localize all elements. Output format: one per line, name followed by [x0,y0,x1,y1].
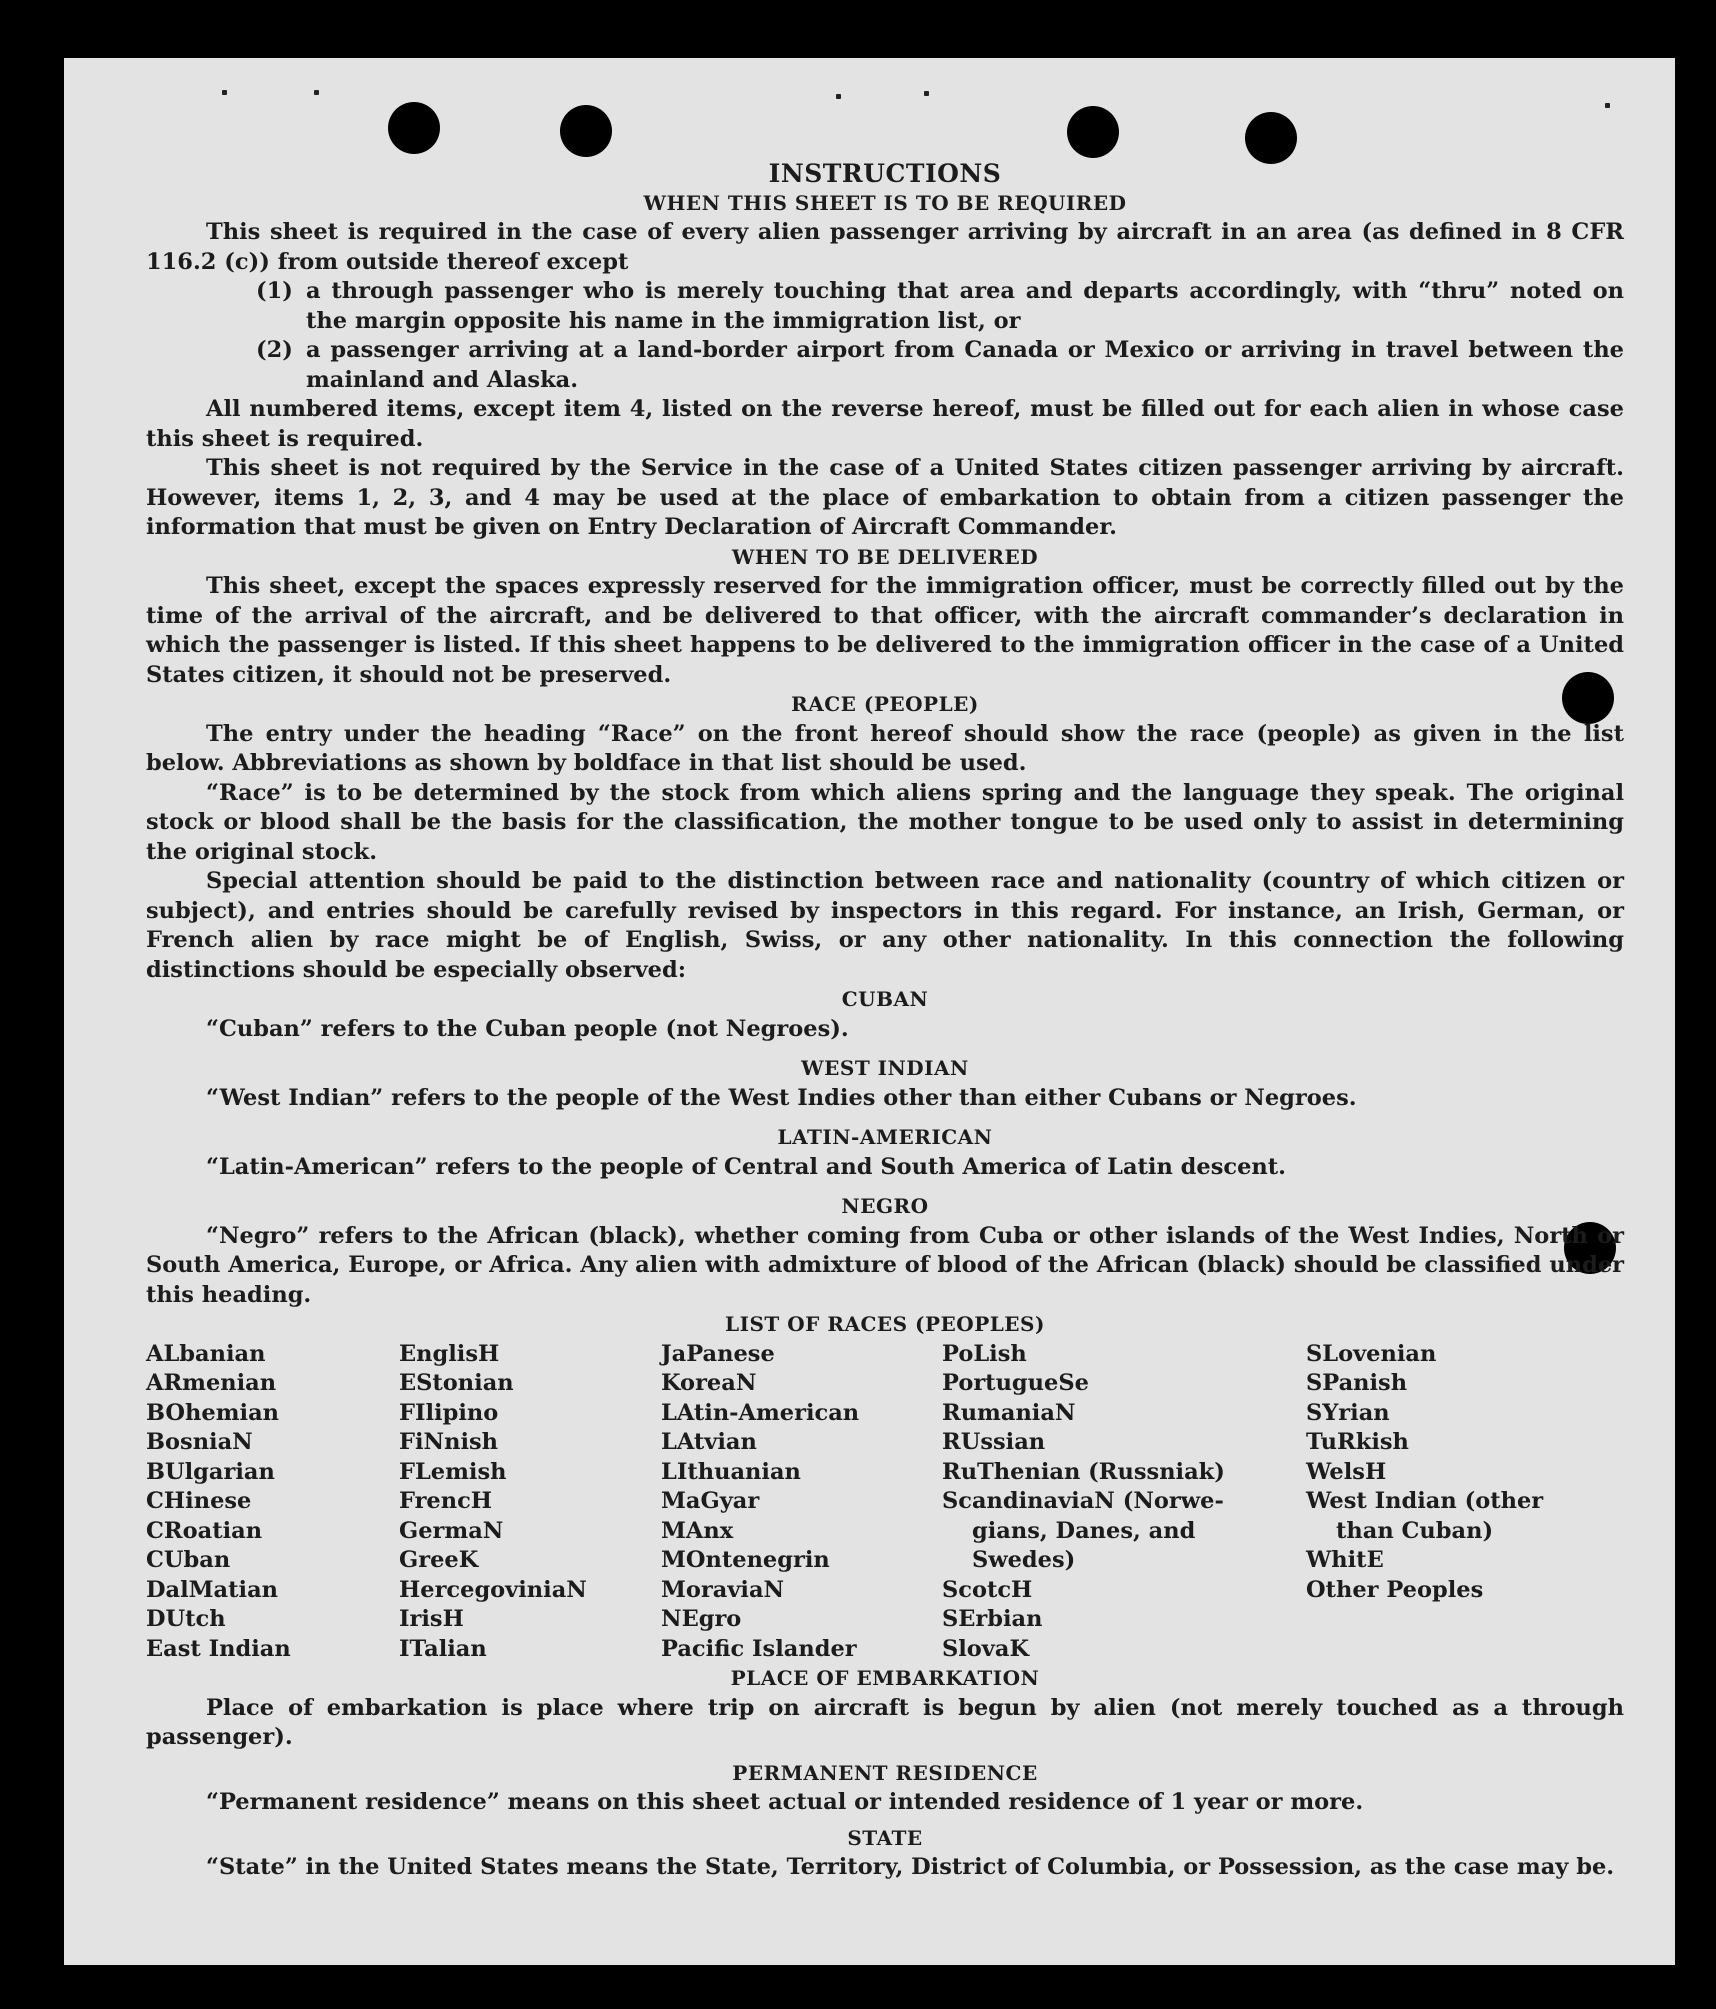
race-entry: BosniaN [146,1429,253,1455]
race-entry: CUban [146,1547,231,1573]
latin-american-heading: LATIN-AMERICAN [777,1125,993,1149]
race-entry: BOhemian [146,1399,280,1426]
race-entry: ALbanian [146,1340,266,1367]
state-text: “State” in the United States means the State, Territory, District of Columbia, or Possession, as the case may be. [206,1854,1615,1880]
west-indian-text: “West Indian” refers to the people of the West Indies other than either Cubans or Negroes. [206,1084,1357,1111]
cuban-heading: CUBAN [841,987,929,1011]
race-entry: West Indian (other [1306,1488,1544,1514]
when-delivered-text: This sheet, except the spaces expressly reserved for the immigration officer, must be correctly filled out by the time of the arrival of the aircraft, and be delivered to that officer, with the aircraft commander’s declaration in which the passenger is listed. If this sheet happens to be delivered to the immigration officer in the case of a United States citizen, it should not be preserved. [146,573,1624,688]
negro-heading: NEGRO [841,1194,929,1218]
race-entry: SlovaK [942,1635,1030,1662]
race-heading: RACE (PEOPLE) [791,692,979,716]
exception-item [256,277,1624,336]
race-entry: LAtin-American [661,1399,860,1426]
race-entry: TuRkish [1306,1429,1409,1455]
race-entry: CRoatian [146,1517,263,1544]
race-column [399,1340,661,1665]
race-entry: IrisH [399,1606,464,1632]
race-entry: SLovenian [1306,1340,1437,1367]
race-entry: RuThenian (Russniak) [942,1458,1225,1485]
punch-hole [388,102,440,154]
race-entry: DUtch [146,1606,226,1632]
residence-heading: PERMANENT RESIDENCE [732,1760,1038,1785]
race-entry: HercegoviniaN [399,1576,587,1603]
race-paragraph-3: Special attention should be paid to the distinction between race and nationality (country of which citizen or subject), and entries should be carefully revised by inspectors in this regard. For instance, an Irish, German, or French alien by race might be of English, Swiss, or any other nationality. In this connection the following distinctions should be especially observed: [146,868,1624,983]
race-entry: WhitE [1306,1547,1384,1573]
race-column [942,1340,1306,1665]
race-column [661,1340,942,1665]
residence-text: “Permanent residence” means on this sheet actual or intended residence of 1 year or more. [206,1789,1364,1815]
race-paragraph-2: “Race” is to be determined by the stock from which aliens spring and the language they speak. The original stock or blood shall be the basis for the classification, the mother tongue to be used only to assist in determining the original stock. [146,779,1624,865]
race-entry: CHinese [146,1488,252,1514]
exception-text: a through passenger who is merely touching that area and departs accordingly, with “thru” noted on the margin opposite his name in the immigration list, or [306,278,1624,334]
race-entry: MAnx [661,1517,734,1544]
race-entry: KoreaN [661,1370,757,1396]
race-entry: FrencH [399,1488,493,1514]
punch-hole [1245,112,1297,164]
race-entry: RUssian [942,1429,1046,1455]
race-entry: gians, Danes, and [972,1517,1196,1544]
embarkation-heading: PLACE OF EMBARKATION [730,1666,1040,1690]
race-entry: than Cuban) [1336,1517,1494,1544]
race-entry: ARmenian [146,1370,277,1396]
race-entry: ITalian [399,1635,487,1662]
race-entry: LAtvian [661,1429,757,1455]
race-entry: EnglisH [399,1340,500,1367]
race-entry: RumaniaN [942,1399,1076,1426]
cuban-text: “Cuban” refers to the Cuban people (not Negroes). [206,1015,849,1042]
negro-text: “Negro” refers to the African (black), whether coming from Cuba or other islands of the West Indies, North or South America, Europe, or Africa. Any alien with admixture of blood of the African (black) should be classified under this heading. [146,1222,1624,1308]
race-entry: ScotcH [942,1576,1033,1603]
punch-hole [1067,106,1119,158]
race-entry: DalMatian [146,1576,279,1603]
race-entry: MoraviaN [661,1576,785,1603]
race-entry: Other Peoples [1306,1576,1484,1603]
exception-number: (1) [256,278,293,304]
instructions-text [146,159,1624,1883]
race-entry: GermaN [399,1517,504,1544]
state-heading: STATE [847,1825,923,1850]
exception-number: (2) [256,337,293,363]
race-entry: Swedes) [972,1547,1076,1573]
citizen-paragraph: This sheet is not required by the Service in the case of a United States citizen passenger arriving by aircraft. However, items 1, 2, 3, and 4 may be used at the place of embarkation to obtain from a citizen passenger the information that must be given on Entry Declaration of Aircraft Commander. [146,455,1624,540]
race-entry: FLemish [399,1458,507,1485]
race-entry: BUlgarian [146,1458,275,1485]
race-entry: PortugueSe [942,1370,1089,1396]
race-entry: Pacific Islander [661,1635,857,1662]
race-entry: PoLish [942,1340,1027,1367]
race-entry: GreeK [399,1547,479,1573]
punch-hole [560,105,612,157]
race-paragraph-1: The entry under the heading “Race” on the front hereof should show the race (people) as given in the list below. Abbreviations as shown by boldface in that list should be used. [146,720,1624,776]
exception-item [256,336,1624,395]
race-entry: NEgro [661,1606,742,1632]
race-entry: SYrian [1306,1399,1390,1426]
exception-text: a passenger arriving at a land-border airport from Canada or Mexico or arriving in travel between the mainland and Alaska. [306,337,1624,393]
west-indian-heading: WEST INDIAN [801,1056,969,1080]
race-entry: ScandinaviaN (Norwe- [942,1488,1224,1514]
race-column [1306,1340,1624,1665]
race-entry: SErbian [942,1606,1043,1632]
race-entry: JaPanese [661,1340,775,1367]
embarkation-text: Place of embarkation is place where trip on aircraft is begun by alien (not merely touched as a through passenger). [146,1694,1624,1750]
list-of-races [146,1340,1624,1665]
race-entry: MOntenegrin [661,1547,830,1573]
race-column [146,1340,399,1665]
race-entry: MaGyar [661,1488,760,1514]
race-entry: LIthuanian [661,1458,801,1485]
race-entry: EStonian [399,1370,514,1396]
race-entry: FiNnish [399,1429,499,1455]
when-required-intro: This sheet is required in the case of every alien passenger arriving by aircraft in an area (as defined in 8 CFR 116.2 (c)) from outside thereof except [146,219,1624,275]
list-of-races-heading: LIST OF RACES (PEOPLES) [725,1312,1045,1336]
race-entry: FIlipino [399,1399,499,1426]
race-entry: SPanish [1306,1370,1408,1396]
when-delivered-heading: WHEN TO BE DELIVERED [731,544,1039,569]
numbered-items-paragraph: All numbered items, except item 4, listed on the reverse hereof, must be filled out for each alien in whose case this sheet is required. [146,396,1624,452]
latin-american-text: “Latin-American” refers to the people of Central and South America of Latin descent. [206,1153,1286,1180]
race-entry: East Indian [146,1635,291,1662]
when-required-heading: WHEN THIS SHEET IS TO BE REQUIRED [643,190,1127,215]
race-entry: WelsH [1306,1458,1387,1485]
instructions-title: INSTRUCTIONS [768,159,1002,188]
instruction-sheet [64,58,1675,1965]
